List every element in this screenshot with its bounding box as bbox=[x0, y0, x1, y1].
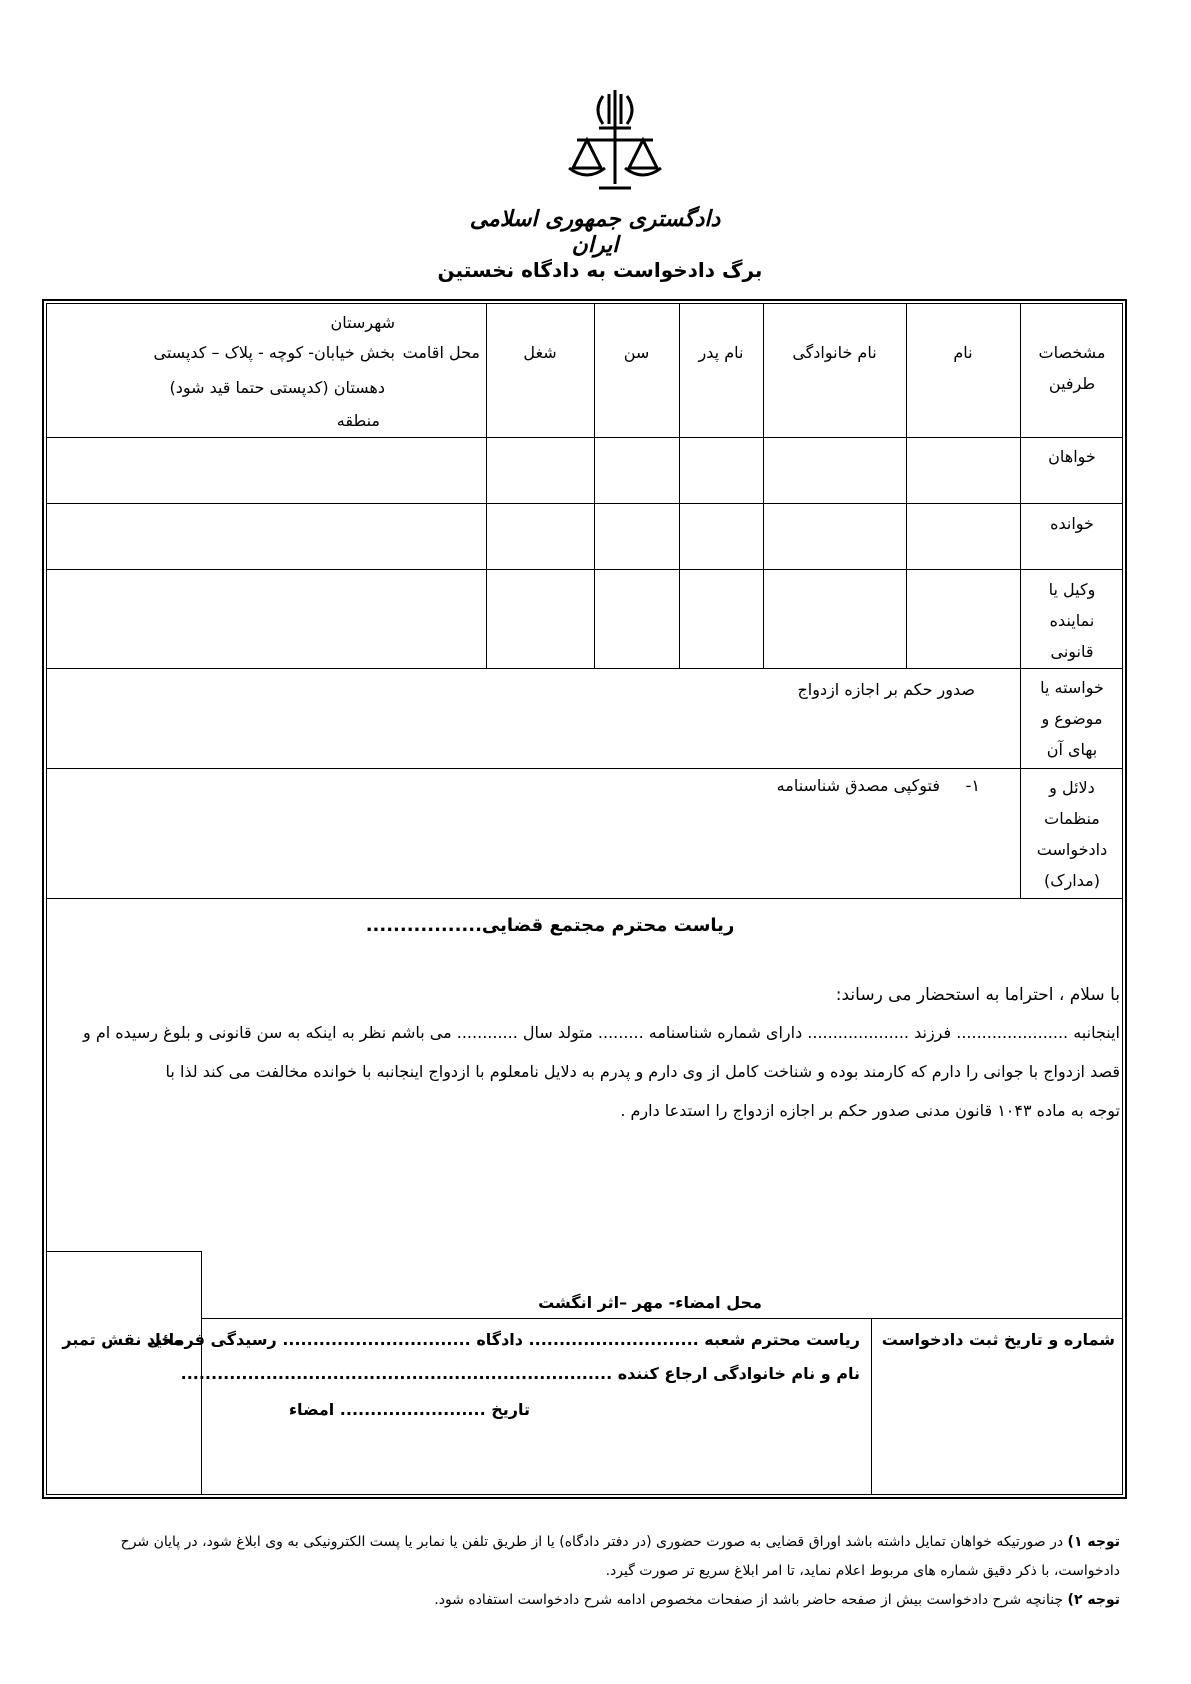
evidence-label-l1: دلائل و bbox=[1049, 778, 1095, 797]
referral-line-1: ریاست محترم شعبه ............................ دادگاه ............................... رسیدگی فرمائید bbox=[146, 1330, 860, 1349]
form-title: برگ دادخواست به دادگاه نخستین bbox=[437, 258, 763, 282]
evidence-item-number: ۱- bbox=[965, 776, 980, 795]
col-father-name: نام پدر bbox=[698, 343, 744, 362]
note-2-text: چنانچه شرح دادخواست بیش از صفحه حاضر باشد از صفحات مخصوص ادامه شرح دادخواست استفاده شود. bbox=[434, 1592, 1068, 1608]
col-name: نام bbox=[953, 343, 973, 362]
claim-value: صدور حکم بر اجازه ازدواج bbox=[797, 680, 975, 699]
evidence-item-text: فتوکپی مصدق شناسنامه bbox=[776, 776, 940, 795]
stamp-place: محل نقش تمبر bbox=[62, 1330, 183, 1349]
col-age: سن bbox=[623, 343, 650, 362]
row-attorney-l1: وکیل یا bbox=[1048, 580, 1096, 599]
iran-emblem-icon bbox=[565, 88, 665, 198]
evidence-label-l4: (مدارک) bbox=[1044, 871, 1100, 890]
claim-label-l1: خواسته یا bbox=[1040, 678, 1104, 697]
col-family-name: نام خانوادگی bbox=[792, 343, 877, 362]
footer-notes bbox=[80, 1528, 1120, 1615]
address-line-3: دهستان (کدپستی حتما قید شود) bbox=[169, 378, 385, 397]
claim-label-l2: موضوع و bbox=[1041, 709, 1103, 728]
petition-addressee: ریاست محترم مجتمع قضایی................. bbox=[365, 915, 735, 936]
row-attorney-l2: نماینده bbox=[1049, 611, 1095, 630]
note-2-label: توجه ۲) bbox=[1067, 1592, 1120, 1608]
department-name: دادگستری جمهوری اسلامی ایران bbox=[469, 206, 721, 258]
claim-label-l3: بهای آن bbox=[1046, 740, 1098, 759]
col-occupation: شغل bbox=[523, 343, 557, 362]
evidence-label-l3: دادخواست bbox=[1036, 840, 1108, 859]
evidence-label-l2: منظمات bbox=[1044, 809, 1100, 828]
address-line-2: بخش خیابان- کوچه - پلاک – کدپستی bbox=[153, 343, 395, 362]
parties-header-label: مشخصات طرفین bbox=[1038, 343, 1106, 393]
date-signature: تاریخ ........................ امضاء bbox=[288, 1400, 530, 1419]
row-plaintiff: خواهان bbox=[1048, 447, 1096, 466]
note-2 bbox=[80, 1586, 1120, 1615]
row-attorney-l3: قانونی bbox=[1050, 642, 1094, 661]
row-defendant: خوانده bbox=[1050, 514, 1094, 533]
registration-label: شماره و تاریخ ثبت دادخواست bbox=[881, 1330, 1115, 1349]
petition-greeting: با سلام ، احتراما به استحضار می رساند: bbox=[835, 985, 1120, 1005]
referral-line-2: نام و نام خانوادگی ارجاع کننده ....................................................................... bbox=[180, 1364, 860, 1383]
address-line-4: منطقه bbox=[336, 411, 380, 430]
note-1-text: در صورتیکه خواهان تمایل داشته باشد اوراق قضایی به صورت حضوری (در دفتر دادگاه) یا از طریق تلفن یا نمابر یا پست الکترونیکی به وی ابلاغ شود، در پایان شرح دادخواست، با ذکر دقیق شماره های مربوط اعلام نماید، تا امر ابلاغ سریع تر صورت گیرد. bbox=[120, 1534, 1120, 1579]
signature-place: محل امضاء- مهر –اثر انگشت bbox=[538, 1293, 762, 1312]
petition-line-1: اینجانبه ...................... فرزند .................... دارای شماره شناسنامه ......... متولد سال ............ می باشم نظر به اینکه به سن قانونی و بلوغ رسیده ام و bbox=[83, 1023, 1120, 1042]
address-line-1: شهرستان bbox=[330, 313, 395, 332]
petition-line-3: توجه به ماده ۱۰۴۳ قانون مدنی صدور حکم بر اجازه ازدواج را استدعا دارم . bbox=[620, 1101, 1120, 1120]
col-residence: محل اقامت bbox=[402, 343, 480, 362]
note-1 bbox=[80, 1528, 1120, 1586]
petition-line-2: قصد ازدواج با جوانی را دارم که کارمند بوده و شناخت کامل از وی دارم و پدرم به دلایل نامعلوم با ازدواج اینجانبه با خوانده مخالفت می کند لذا با bbox=[165, 1062, 1120, 1081]
form-frame-inner bbox=[46, 303, 1123, 1495]
note-1-label: توجه ۱) bbox=[1067, 1534, 1120, 1550]
